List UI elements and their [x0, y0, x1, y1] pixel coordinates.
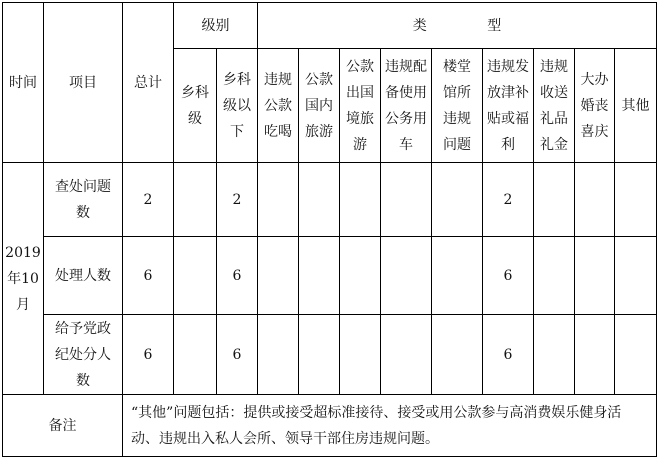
period-cell: 2019年10月 — [3, 163, 44, 395]
table-row — [3, 163, 657, 237]
row-type-4 — [432, 237, 483, 315]
row-type-3 — [381, 315, 432, 395]
row-label: 处理人数 — [44, 237, 123, 315]
row-type-8 — [615, 163, 657, 237]
note-label: 备注 — [3, 395, 123, 457]
header-type-4: 楼堂馆所违规问题 — [432, 49, 483, 163]
header-level-group: 级别 — [174, 3, 258, 49]
table-row — [3, 315, 657, 395]
row-type-5: 2 — [483, 163, 534, 237]
row-type-0 — [258, 315, 299, 395]
row-type-4 — [432, 163, 483, 237]
row-label: 查处问题数 — [44, 163, 123, 237]
report-table — [2, 2, 657, 457]
header-type-3: 违规配备使用公务用车 — [381, 49, 432, 163]
row-type-3 — [381, 237, 432, 315]
row-type-4 — [432, 315, 483, 395]
header-type-7: 大办婚丧喜庆 — [575, 49, 615, 163]
row-type-2 — [340, 315, 381, 395]
row-type-0 — [258, 237, 299, 315]
row-total: 2 — [123, 163, 174, 237]
row-type-6 — [534, 163, 575, 237]
note-text: “其他”问题包括：提供或接受超标准接待、接受或用公款参与高消费娱乐健身活动、违规出入私人会所、领导干部住房违规问题。 — [123, 395, 657, 457]
row-type-5: 6 — [483, 315, 534, 395]
row-type-7 — [575, 163, 615, 237]
row-level-1: 6 — [217, 237, 258, 315]
row-type-8 — [615, 237, 657, 315]
header-type-0: 违规公款吃喝 — [258, 49, 299, 163]
row-type-2 — [340, 163, 381, 237]
header-item: 项目 — [44, 3, 123, 163]
note-row — [3, 395, 657, 457]
header-level-1: 乡科级以下 — [217, 49, 258, 163]
row-type-8 — [615, 315, 657, 395]
header-type-8: 其他 — [615, 49, 657, 163]
row-type-7 — [575, 315, 615, 395]
row-type-2 — [340, 237, 381, 315]
row-level-0 — [174, 237, 217, 315]
header-total: 总计 — [123, 3, 174, 163]
row-type-1 — [299, 163, 340, 237]
row-level-1: 2 — [217, 163, 258, 237]
header-category-group: 类 型 — [258, 3, 657, 49]
row-type-6 — [534, 237, 575, 315]
header-type-2: 公款出国境旅游 — [340, 49, 381, 163]
row-total: 6 — [123, 237, 174, 315]
row-label: 给予党政纪处分人数 — [44, 315, 123, 395]
row-type-1 — [299, 315, 340, 395]
header-type-5: 违规发放津补贴或福利 — [483, 49, 534, 163]
row-level-0 — [174, 163, 217, 237]
header-type-1: 公款国内旅游 — [299, 49, 340, 163]
header-type-6: 违规收送礼品礼金 — [534, 49, 575, 163]
row-type-3 — [381, 163, 432, 237]
table-row — [3, 237, 657, 315]
row-type-5: 6 — [483, 237, 534, 315]
row-type-6 — [534, 315, 575, 395]
header-level-0: 乡科级 — [174, 49, 217, 163]
row-level-0 — [174, 315, 217, 395]
row-type-0 — [258, 163, 299, 237]
row-level-1: 6 — [217, 315, 258, 395]
header-row-1 — [3, 3, 657, 49]
row-total: 6 — [123, 315, 174, 395]
header-time: 时间 — [3, 3, 44, 163]
row-type-7 — [575, 237, 615, 315]
row-type-1 — [299, 237, 340, 315]
